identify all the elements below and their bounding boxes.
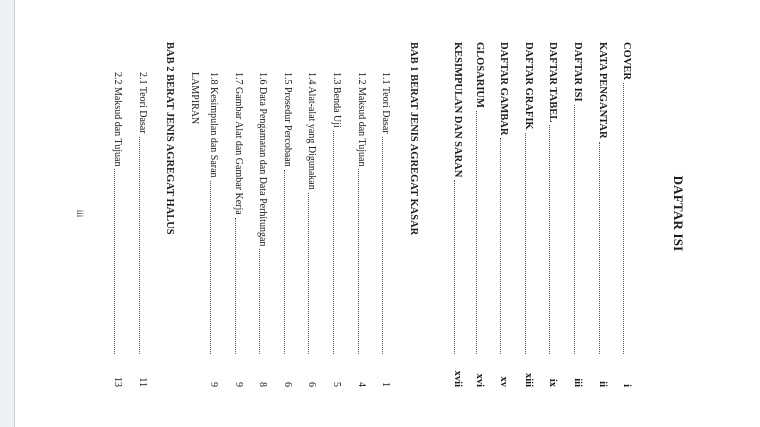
toc-entry-1-1[interactable] bbox=[378, 72, 394, 387]
dot-leader bbox=[575, 105, 576, 354]
chapter-heading-bab-1[interactable]: BAB 1 BERAT JENIS AGREGAT KASAR bbox=[408, 42, 419, 236]
dot-leader bbox=[115, 169, 116, 354]
toc-page-number: 13 bbox=[112, 377, 124, 387]
toc-page-number: 9 bbox=[233, 382, 245, 387]
toc-page-number: xiii bbox=[523, 372, 535, 387]
toc-label: 1.5 Prosedur Percobaan bbox=[282, 72, 294, 167]
toc-entry-1-4[interactable] bbox=[304, 72, 320, 387]
toc-label: 1.1 Teori Dasar bbox=[380, 72, 392, 134]
toc-page-number: xv bbox=[498, 376, 510, 387]
toc-entry-1-2[interactable] bbox=[354, 72, 370, 387]
dot-leader bbox=[624, 83, 625, 354]
toc-entry-1-6[interactable] bbox=[255, 72, 271, 387]
toc-entry-1-5[interactable] bbox=[280, 72, 296, 387]
toc-page-number: iii bbox=[572, 378, 584, 387]
toc-page-number: 11 bbox=[137, 377, 149, 387]
toc-entry-daftar-tabel[interactable] bbox=[545, 42, 561, 387]
toc-page-number: 1 bbox=[380, 382, 392, 387]
toc-label: 1.4 Alat-alat yang Digunakan bbox=[306, 72, 318, 190]
toc-label: 1.6 Data Pengamatan dan Data Perhitungan bbox=[257, 72, 269, 247]
toc-label: 1.7 Gambar Alat dan Gambar Kerja bbox=[233, 72, 245, 215]
toc-entry-kesimpulan-dan-saran[interactable] bbox=[450, 42, 466, 387]
toc-entry-daftar-gambar[interactable] bbox=[496, 42, 512, 387]
dot-leader bbox=[501, 138, 502, 354]
toc-label: DAFTAR ISI bbox=[572, 42, 584, 102]
toc-page-number: ix bbox=[547, 378, 559, 387]
toc-label: GLOSARIUM bbox=[474, 42, 486, 108]
toc-label: KATA PENGANTAR bbox=[597, 42, 609, 139]
dot-leader bbox=[140, 137, 141, 354]
toc-entry-daftar-isi[interactable] bbox=[570, 42, 586, 387]
toc-page-number: i bbox=[621, 384, 633, 387]
toc-entry-2-2[interactable] bbox=[110, 72, 126, 387]
dot-leader bbox=[526, 133, 527, 354]
toc-page-number: 4 bbox=[356, 382, 368, 387]
toc-label: 1.8 Kesimpulan dan Saran bbox=[208, 72, 220, 178]
toc-page-number: 6 bbox=[282, 382, 294, 387]
toc-entry-1-3[interactable] bbox=[329, 72, 345, 387]
dot-leader bbox=[260, 249, 261, 354]
toc-page-number: xvi bbox=[474, 373, 486, 387]
chapter-heading-bab-2[interactable]: BAB 2 BERAT JENIS AGREGAT HALUS bbox=[164, 42, 175, 235]
dot-leader bbox=[477, 111, 478, 354]
toc-label: 2.2 Maksud dan Tujuan bbox=[112, 72, 124, 167]
toc-label: DAFTAR GAMBAR bbox=[498, 42, 510, 136]
toc-label: 1.2 Maksud dan Tujuan bbox=[356, 72, 368, 167]
toc-label: COVER bbox=[621, 42, 633, 80]
toc-page-number: ii bbox=[597, 381, 609, 387]
toc-entry-lampiran[interactable]: LAMPIRAN bbox=[189, 72, 200, 125]
toc-page-number: 6 bbox=[306, 382, 318, 387]
dot-leader bbox=[383, 137, 384, 354]
dot-leader bbox=[600, 142, 601, 354]
dot-leader bbox=[236, 218, 237, 354]
toc-entry-1-8[interactable] bbox=[206, 72, 222, 387]
dot-leader bbox=[359, 169, 360, 354]
toc-entry-2-1[interactable] bbox=[135, 72, 151, 387]
toc-entry-glosarium[interactable] bbox=[472, 42, 488, 387]
toc-page-number: 9 bbox=[208, 382, 220, 387]
dot-leader bbox=[309, 193, 310, 354]
dot-leader bbox=[285, 170, 286, 354]
toc-label: DAFTAR GRAFIK bbox=[523, 42, 535, 130]
dot-leader bbox=[211, 181, 212, 354]
toc-label: 1.3 Benda Uji bbox=[331, 72, 343, 128]
toc-page-number: 8 bbox=[257, 382, 269, 387]
dot-leader bbox=[334, 131, 335, 354]
page-number-footer: iii bbox=[75, 209, 85, 218]
dot-leader bbox=[550, 125, 551, 354]
toc-entry-kata-pengantar[interactable] bbox=[595, 42, 611, 387]
toc-label: DAFTAR TABEL bbox=[547, 42, 559, 123]
toc-entry-daftar-grafik[interactable] bbox=[521, 42, 537, 387]
toc-label: 2.1 Teori Dasar bbox=[137, 72, 149, 134]
toc-page-number: xvii bbox=[452, 370, 464, 387]
toc-page-number: 5 bbox=[331, 382, 343, 387]
dot-leader bbox=[455, 180, 456, 354]
toc-entry-1-7[interactable] bbox=[231, 72, 247, 387]
page-title: DAFTAR ISI bbox=[671, 175, 686, 252]
toc-label: KESIMPULAN DAN SARAN bbox=[452, 42, 464, 178]
toc-entry-cover[interactable] bbox=[619, 42, 635, 387]
